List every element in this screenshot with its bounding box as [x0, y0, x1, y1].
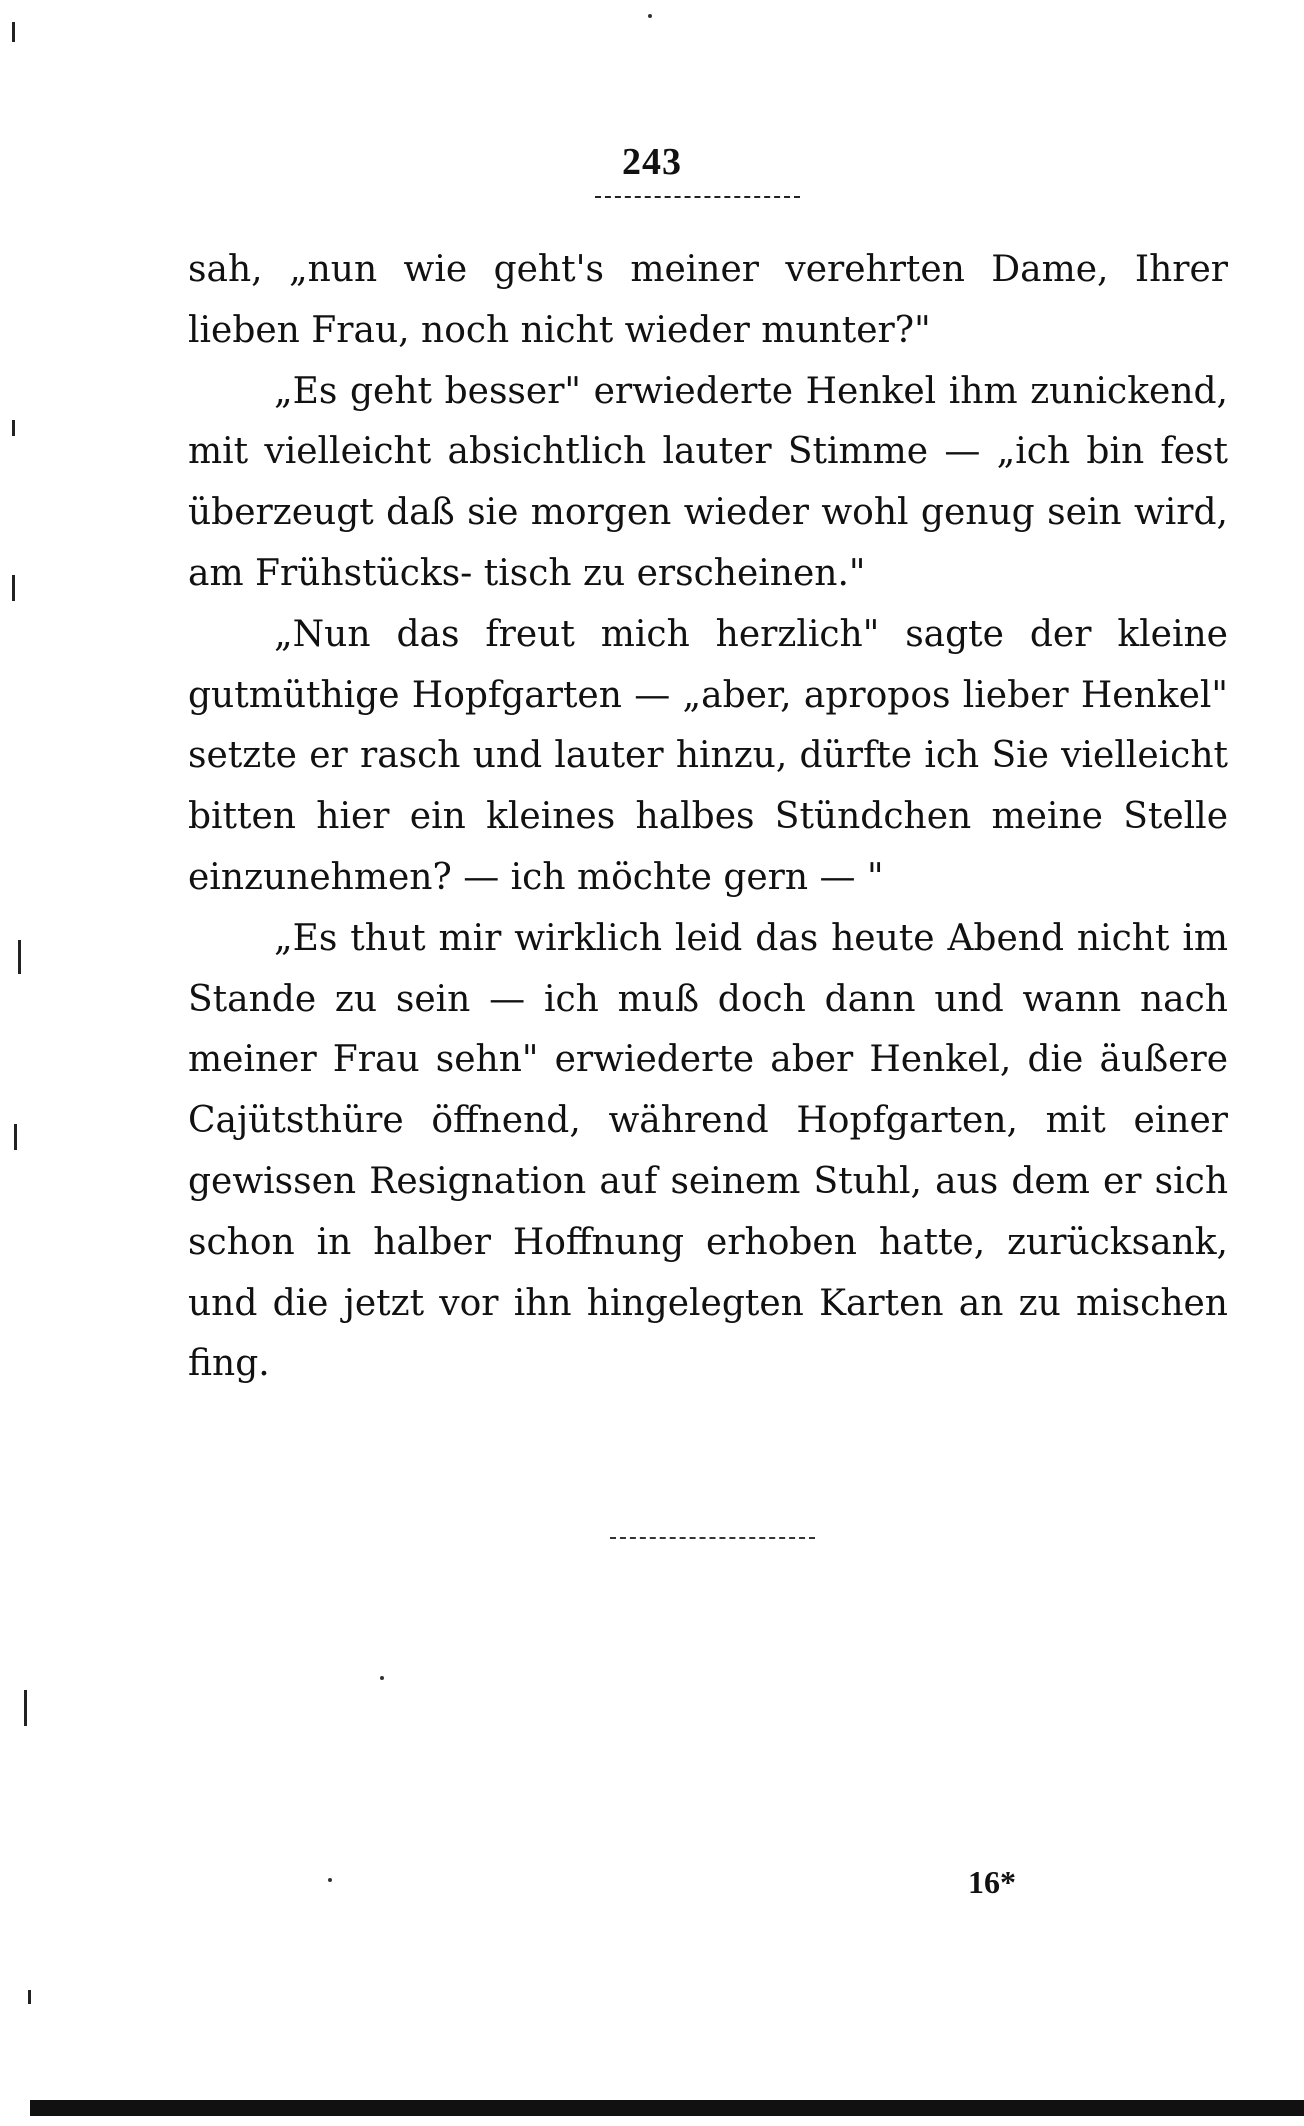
- printer-signature: 16*: [968, 1864, 1016, 1900]
- scan-dot: [648, 14, 652, 18]
- margin-mark: [24, 1690, 27, 1726]
- margin-mark: [12, 575, 15, 601]
- margin-mark: [12, 22, 15, 42]
- paragraph-4: „Es thut mir wirklich leid das heute Abend nicht im Stande zu sein — ich muß doch dann und wann nach meiner Frau sehn" erwiederte aber Henkel, die äußere Cajütsthüre öffnend, während Hopfgarten, mit einer gewissen Resignation auf seinem Stuhl, aus dem er sich schon in halber Hoffnung erhoben hatte, zurücksank, und die jetzt vor ihn hingelegten Karten an zu mischen fing.: [188, 917, 1228, 1385]
- margin-mark: [12, 420, 15, 436]
- paragraph-1: sah, „nun wie geht's meiner verehrten Dame, Ihrer lieben Frau, noch nicht wieder munter?": [188, 249, 1228, 351]
- margin-mark: [18, 940, 21, 974]
- scan-dot: [328, 1878, 332, 1882]
- header-rule: [595, 196, 800, 198]
- paragraph-3: „Nun das freut mich herzlich" sagte der kleine gutmüthige Hopfgarten — „aber, apropos lieber Henkel" setzte er rasch und lauter hinzu, dürfte ich Sie vielleicht bitten hier ein kleines halbes Stündchen meine Stelle einzunehmen? — ich möchte gern — ": [188, 613, 1228, 898]
- scan-dot: [380, 1676, 384, 1680]
- footer-rule: [610, 1537, 815, 1539]
- text-block: [188, 240, 1228, 1395]
- bottom-scan-edge: [30, 2100, 1304, 2116]
- paragraph-2: „Es geht besser" erwiederte Henkel ihm zunickend, mit vielleicht absichtlich lauter Stimme — „ich bin fest überzeugt daß sie morgen wieder wohl genug sein wird, am Frühstücks- tisch zu erscheinen.": [188, 370, 1228, 594]
- page-number: 243: [622, 141, 682, 183]
- margin-mark: [14, 1124, 17, 1150]
- margin-mark: [28, 1990, 31, 2004]
